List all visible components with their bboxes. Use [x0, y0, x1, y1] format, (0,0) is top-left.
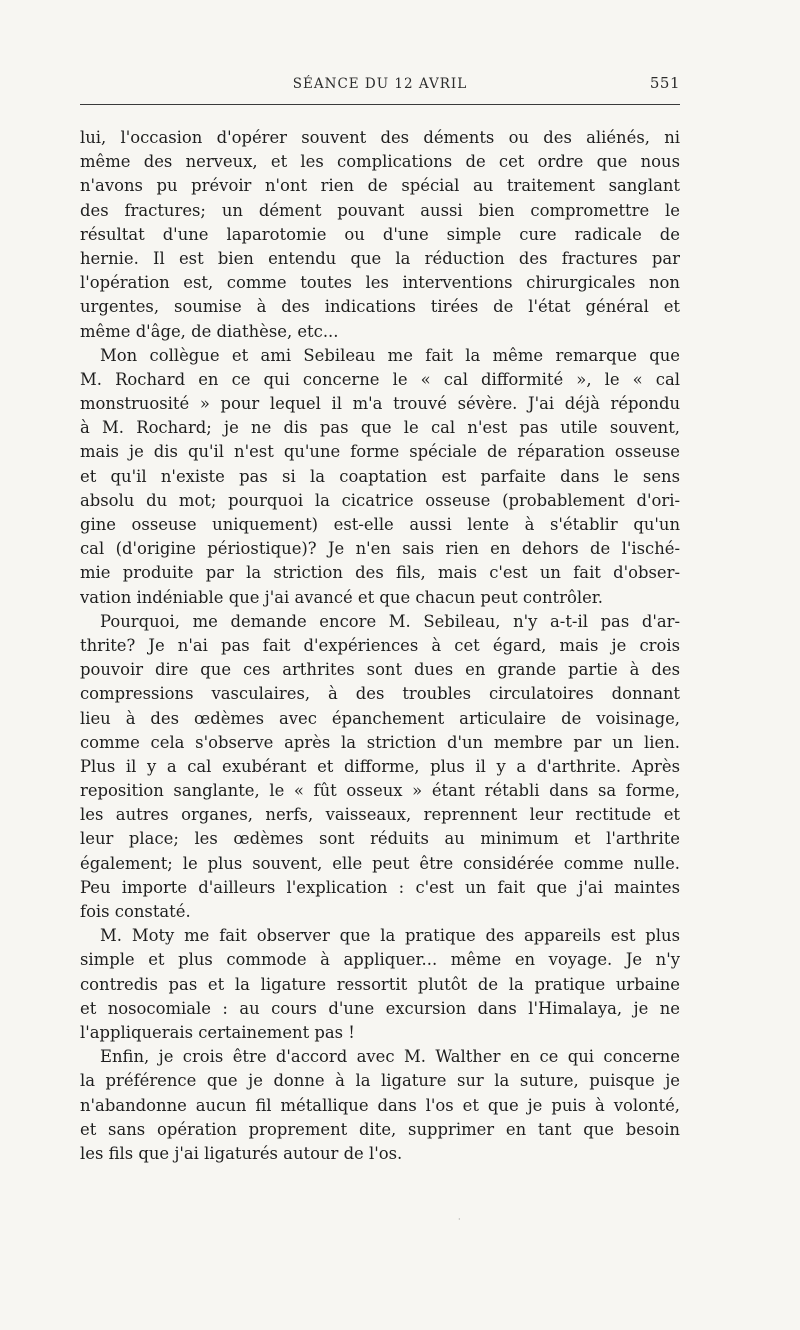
text-line: monstruosité » pour lequel il m'a trouvé sévère. J'ai déjà répondu — [80, 394, 680, 414]
text-line: même des nerveux, et les complications de cet ordre que nous — [80, 152, 680, 172]
text-line: des fractures; un dément pouvant aussi bien compromettre le — [80, 200, 680, 220]
paragraph-1 — [80, 126, 680, 344]
text-line: vation indéniable que j'ai avancé et que chacun peut contrôler. — [80, 587, 604, 607]
text-line: lui, l'occasion d'opérer souvent des déments ou des aliénés, ni — [80, 128, 680, 147]
text-line: mais je dis qu'il n'est qu'une forme spéciale de réparation osseuse — [80, 442, 680, 462]
text-line: la préférence que je donne à la ligature sur la suture, puisque je — [80, 1071, 680, 1091]
text-line: Pourquoi, me demande encore M. Sebileau, n'y a-t-il pas d'ar- — [100, 611, 680, 631]
text-line: n'abandonne aucun fil métallique dans l'os et que je puis à volonté, — [80, 1095, 680, 1115]
text-line: hernie. Il est bien entendu que la réduction des fractures par — [80, 248, 680, 268]
text-line: M. Rochard en ce qui concerne le « cal difformité », le « cal — [80, 369, 680, 389]
text-line: comme cela s'observe après la striction d'un membre par un lien. — [80, 732, 680, 752]
paragraph-2 — [80, 344, 680, 610]
print-speck: · — [458, 1215, 461, 1224]
text-line: l'appliquerais certainement pas ! — [80, 1022, 355, 1042]
text-line: lieu à des œdèmes avec épanchement articulaire de voisinage, — [80, 708, 680, 728]
text-line: contredis pas et la ligature ressortit plutôt de la pratique urbaine — [80, 974, 680, 994]
text-line: les fils que j'ai ligaturés autour de l'os. — [80, 1143, 403, 1163]
text-line: thrite? Je n'ai pas fait d'expériences à cet égard, mais je crois — [80, 635, 680, 655]
text-line: urgentes, soumise à des indications tirées de l'état général et — [80, 297, 680, 317]
header-rule — [80, 104, 680, 105]
text-line: n'avons pu prévoir n'ont rien de spécial au traitement sanglant — [80, 176, 680, 196]
text-line: Enfin, je crois être d'accord avec M. Walther en ce qui concerne — [100, 1047, 680, 1067]
text-line: pouvoir dire que ces arthrites sont dues en grande partie à des — [80, 660, 680, 680]
text-line: les autres organes, nerfs, vaisseaux, reprennent leur rectitude et — [80, 805, 680, 825]
body-text — [80, 126, 680, 1166]
paragraph-5 — [80, 1045, 680, 1166]
text-line: simple et plus commode à appliquer... même en voyage. Je n'y — [80, 950, 680, 970]
paragraph-3 — [80, 610, 680, 924]
text-line: résultat d'une laparotomie ou d'une simple cure radicale de — [80, 224, 680, 244]
text-line: compressions vasculaires, à des troubles circulatoires donnant — [80, 684, 680, 704]
text-line: même d'âge, de diathèse, etc... — [80, 321, 339, 341]
text-line: gine osseuse uniquement) est-elle aussi lente à s'établir qu'un — [80, 515, 680, 534]
text-line: M. Moty me fait observer que la pratique des appareils est plus — [100, 926, 680, 946]
text-line: Peu importe d'ailleurs l'explication : c'est un fait que j'ai maintes — [80, 877, 680, 897]
text-line: Mon collègue et ami Sebileau me fait la même remarque que — [100, 345, 680, 365]
paragraph-4 — [80, 924, 680, 1045]
page-number: 551 — [649, 74, 680, 92]
text-line: fois constaté. — [80, 902, 191, 921]
text-line: leur place; les œdèmes sont réduits au minimum et l'arthrite — [80, 829, 680, 849]
text-line: mie produite par la striction des fils, mais c'est un fait d'obser- — [80, 563, 680, 583]
text-line: reposition sanglante, le « fût osseux » étant rétabli dans sa forme, — [80, 781, 680, 801]
text-line: également; le plus souvent, elle peut être considérée comme nulle. — [80, 853, 680, 873]
text-line: à M. Rochard; je ne dis pas que le cal n'est pas utile souvent, — [80, 418, 680, 438]
page-header — [80, 72, 680, 98]
text-line: cal (d'origine périostique)? Je n'en sais rien en dehors de l'isché- — [80, 539, 680, 559]
text-line: et nosocomiale : au cours d'une excursion dans l'Himalaya, je ne — [80, 998, 680, 1018]
text-line: et qu'il n'existe pas si la coaptation est parfaite dans le sens — [80, 466, 680, 486]
text-line: et sans opération proprement dite, supprimer en tant que besoin — [80, 1119, 680, 1139]
text-line: l'opération est, comme toutes les interventions chirurgicales non — [80, 273, 680, 293]
running-title: SÉANCE DU 12 AVRIL — [292, 76, 468, 92]
text-line: Plus il y a cal exubérant et difforme, plus il y a d'arthrite. Après — [80, 756, 680, 776]
text-line: absolu du mot; pourquoi la cicatrice osseuse (probablement d'ori- — [80, 490, 680, 510]
